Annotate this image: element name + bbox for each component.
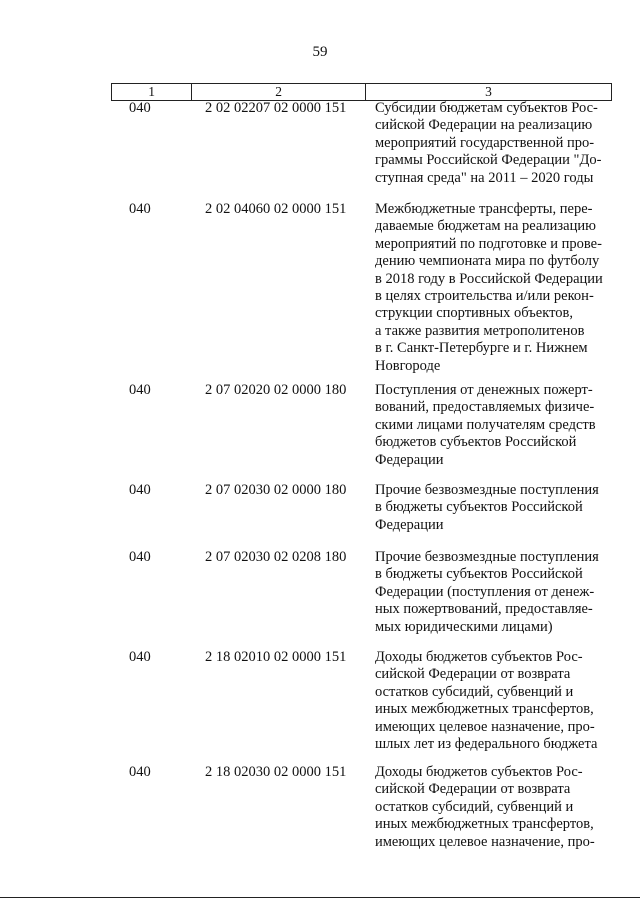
description-line: Новгороде xyxy=(375,357,441,374)
description-line: Поступления от денежных пожерт- xyxy=(375,382,593,398)
description-line: в 2018 году в Российской Федерации xyxy=(375,270,603,287)
description-line: сийской Федерации от возврата xyxy=(375,781,571,798)
revenue-description-cell xyxy=(365,649,612,753)
table-row xyxy=(111,201,612,375)
description-line: Федерации xyxy=(375,451,444,468)
description-line: в г. Санкт-Петербурге и г. Нижнем xyxy=(375,340,588,357)
description-line: остатков субсидий, субвенций и xyxy=(375,683,574,700)
admin-code-cell: 040 xyxy=(129,649,151,665)
revenue-codes-table xyxy=(111,83,612,850)
description-line: остатков субсидий, субвенций и xyxy=(375,798,574,815)
table-row xyxy=(111,482,612,534)
page-number: 59 xyxy=(312,44,328,60)
admin-code-cell: 040 xyxy=(129,100,151,116)
description-line: ных пожертвований, предоставляе- xyxy=(375,601,593,618)
description-line: Доходы бюджетов субъектов Рос- xyxy=(375,649,583,665)
description-line: шлых лет из федерального бюджета xyxy=(375,736,598,753)
budget-classification-code-cell: 2 07 02020 02 0000 180 xyxy=(205,382,347,398)
description-line: Федерации xyxy=(375,516,444,533)
description-line: вований, предоставляемых физиче- xyxy=(375,399,595,416)
budget-classification-code-cell: 2 07 02030 02 0208 180 xyxy=(205,549,347,565)
table-header-row xyxy=(111,83,612,101)
budget-classification-code-cell: 2 18 02030 02 0000 151 xyxy=(205,764,347,780)
admin-code-cell: 040 xyxy=(129,764,151,780)
table-row xyxy=(111,764,612,851)
description-line: сийской Федерации на реализацию xyxy=(375,117,593,134)
admin-code-cell: 040 xyxy=(129,201,151,217)
admin-code-cell: 040 xyxy=(129,382,151,398)
description-line: граммы Российской Федерации "До- xyxy=(375,152,602,169)
description-line: мероприятий государственной про- xyxy=(375,134,595,151)
description-line: сийской Федерации от возврата xyxy=(375,666,571,683)
budget-classification-code-cell: 2 02 02207 02 0000 151 xyxy=(205,100,347,116)
description-line: Субсидии бюджетам субъектов Рос- xyxy=(375,100,598,116)
revenue-description-cell xyxy=(365,482,612,534)
budget-classification-code-cell: 2 02 04060 02 0000 151 xyxy=(205,201,347,217)
column-header-2: 2 xyxy=(191,84,365,100)
description-line: в бюджеты субъектов Российской xyxy=(375,499,583,516)
description-line: иных межбюджетных трансфертов, xyxy=(375,816,594,833)
description-line: скими лицами получателям средств xyxy=(375,416,596,433)
table-row xyxy=(111,649,612,753)
description-line: дению чемпионата мира по футболу xyxy=(375,253,600,270)
revenue-description-cell xyxy=(365,100,612,187)
table-row xyxy=(111,549,612,636)
description-line: имеющих целевое назначение, про- xyxy=(375,833,595,850)
description-line: Доходы бюджетов субъектов Рос- xyxy=(375,764,583,780)
description-line: струкции спортивных объектов, xyxy=(375,305,573,322)
table-row xyxy=(111,100,612,187)
revenue-description-cell xyxy=(365,382,612,469)
description-line: даваемые бюджетам на реализацию xyxy=(375,218,596,235)
description-line: имеющих целевое назначение, про- xyxy=(375,718,595,735)
description-line: Межбюджетные трансферты, пере- xyxy=(375,201,593,217)
column-header-3: 3 xyxy=(365,84,611,100)
description-line: Федерации (поступления от денеж- xyxy=(375,583,595,600)
description-line: в целях строительства и/или рекон- xyxy=(375,288,594,305)
admin-code-cell: 040 xyxy=(129,549,151,565)
revenue-description-cell xyxy=(365,549,612,636)
column-header-1: 1 xyxy=(148,84,156,99)
description-line: ступная среда" на 2011 – 2020 годы xyxy=(375,169,594,186)
budget-classification-code-cell: 2 18 02010 02 0000 151 xyxy=(205,649,347,665)
description-line: Прочие безвозмездные поступления xyxy=(375,549,599,565)
description-line: в бюджеты субъектов Российской xyxy=(375,566,583,583)
budget-classification-code-cell: 2 07 02030 02 0000 180 xyxy=(205,482,347,498)
revenue-description-cell xyxy=(365,201,612,375)
description-line: Прочие безвозмездные поступления xyxy=(375,482,599,498)
revenue-description-cell xyxy=(365,764,612,851)
table-row xyxy=(111,382,612,469)
admin-code-cell: 040 xyxy=(129,482,151,498)
description-line: мых юридическими лицами) xyxy=(375,618,553,635)
description-line: иных межбюджетных трансфертов, xyxy=(375,701,594,718)
description-line: мероприятий по подготовке и прове- xyxy=(375,235,602,252)
description-line: бюджетов субъектов Российской xyxy=(375,434,577,451)
page-bottom-rule xyxy=(0,897,640,898)
description-line: а также развития метрополитенов xyxy=(375,322,585,339)
